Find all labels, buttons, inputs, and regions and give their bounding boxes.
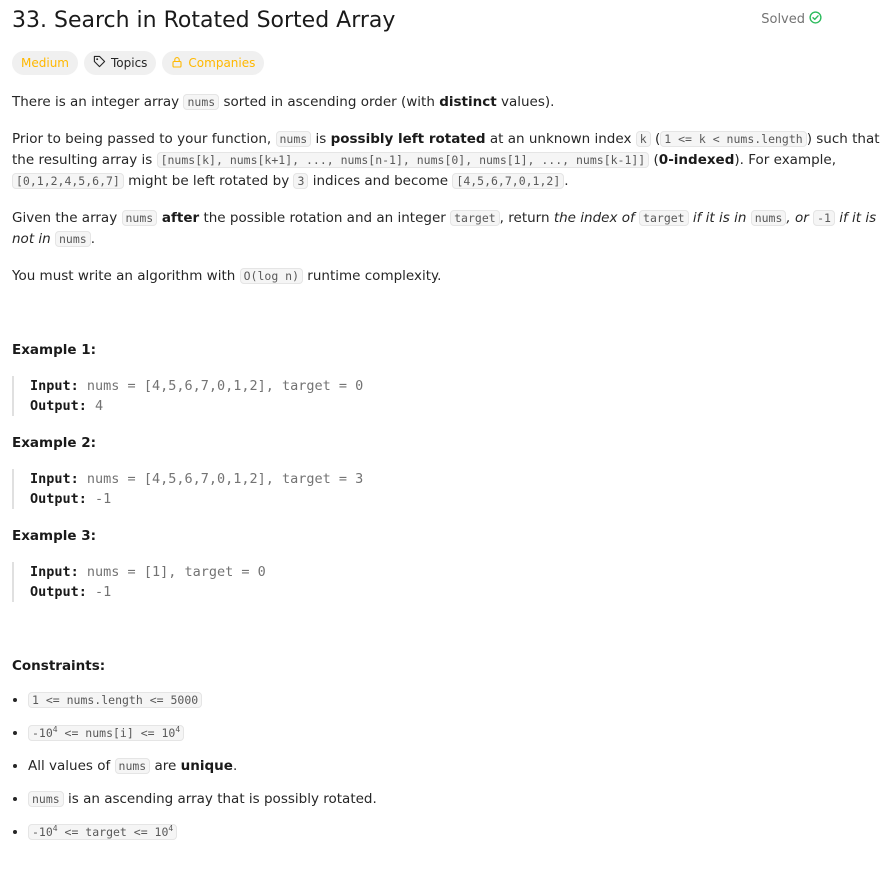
example-1-output-line [30,396,363,416]
output-label: Output: [30,584,87,600]
constraint-item [28,756,377,789]
bold-text: after [157,210,200,226]
example-1-block [12,376,363,416]
text: . [232,758,238,774]
inline-code [28,824,177,840]
lock-icon [171,56,183,71]
difficulty-badge [12,51,78,75]
constraints-heading: Constraints: [12,658,106,674]
inline-code: O(log n) [240,268,303,284]
input-label: Input: [30,564,79,580]
italic-text: if it is in [688,210,751,226]
inline-code [28,725,184,741]
italic-text: , or [786,210,814,226]
example-1-heading: Example 1: [12,342,97,358]
inline-code: target [450,210,500,226]
text: All values of [28,758,115,774]
topics-button[interactable] [84,51,156,75]
inline-code: nums [751,210,787,226]
description-paragraph-2-line-2 [12,150,836,171]
text: ). For example, [734,152,837,168]
tag-row [12,51,264,75]
example-3-block [12,562,266,602]
companies-label: Companies [188,56,256,70]
text: might be left rotated by [123,173,294,189]
text: <= nums[i] <= 10 [57,726,176,740]
example-2-block [12,469,363,509]
italic-text: the index of [553,210,640,226]
text: <= target <= 10 [57,825,169,839]
companies-button[interactable] [162,51,264,75]
check-circle-icon [809,11,822,28]
exponent: 4 [175,725,181,735]
inline-code: k [636,131,651,147]
input-label: Input: [30,378,79,394]
inline-code: 1 <= nums.length <= 5000 [28,692,202,708]
text: ( [650,131,661,147]
inline-code: nums [122,210,158,226]
text: Prior to being passed to your function, [12,131,276,147]
text: runtime complexity. [303,268,442,284]
constraint-item [28,723,377,756]
inline-code: nums [28,791,64,807]
output-label: Output: [30,491,87,507]
constraint-item [28,789,377,822]
solved-status [761,11,822,28]
bold-text: 0-indexed [658,152,735,168]
inline-code: nums [55,231,91,247]
description-paragraph-3-line-2 [12,229,95,250]
input-value: nums = [4,5,6,7,0,1,2], target = 3 [86,471,364,487]
text: There is an integer array [12,94,184,110]
text: at an unknown index [485,131,636,147]
tag-icon [93,55,106,71]
description-paragraph-2-line-3 [12,171,569,192]
text: . [564,173,569,189]
text: the resulting array is [12,152,157,168]
output-label: Output: [30,398,87,414]
constraint-item [28,822,377,855]
description-paragraph-3-line-1 [12,208,876,229]
text: is an ascending array that is possibly rotated. [63,791,377,807]
inline-code: target [639,210,689,226]
text: , return [499,210,554,226]
inline-code: [0,1,2,4,5,6,7] [12,173,124,189]
bold-text: unique [180,758,233,774]
exponent: 4 [52,725,58,735]
input-value: nums = [4,5,6,7,0,1,2], target = 0 [86,378,364,394]
example-2-output-line [30,489,363,509]
example-1-input-line [30,376,363,396]
italic-text: not in [12,231,55,247]
constraints-list [12,690,377,855]
text: Given the array [12,210,122,226]
output-value: -1 [95,584,112,600]
text: ) such that [806,131,880,147]
bold-text: distinct [439,94,497,110]
description-paragraph-4 [12,266,441,287]
text: -10 [32,825,53,839]
inline-code: [nums[k], nums[k+1], ..., nums[n-1], nums[0], nums[1], ..., nums[k-1]] [157,152,650,168]
exponent: 4 [52,824,58,834]
inline-code: nums [115,758,151,774]
description-paragraph-1 [12,92,554,113]
bold-text: possibly left rotated [330,131,486,147]
description-paragraph-2-line-1 [12,129,880,150]
text: indices and become [308,173,453,189]
output-value: 4 [95,398,104,414]
inline-code: nums [183,94,219,110]
text: -10 [32,726,53,740]
text: . [90,231,95,247]
topics-label: Topics [110,56,148,70]
inline-code: 3 [293,173,308,189]
text: values). [496,94,555,110]
exponent: 4 [168,824,174,834]
text: are [150,758,181,774]
text: You must write an algorithm with [12,268,240,284]
example-3-heading: Example 3: [12,528,97,544]
inline-code: -1 [813,210,835,226]
text: the possible rotation and an integer [199,210,451,226]
constraint-item [28,690,377,723]
example-3-output-line [30,582,266,602]
output-value: -1 [95,491,112,507]
page-title[interactable]: 33. Search in Rotated Sorted Array [12,8,396,33]
solved-label: Solved [761,12,805,27]
text: sorted in ascending order (with [219,94,440,110]
example-2-input-line [30,469,363,489]
title-row [12,6,822,36]
difficulty-label: Medium [21,56,69,70]
italic-text: if it is [834,210,877,226]
text: ( [649,152,659,168]
input-label: Input: [30,471,79,487]
inline-code: nums [276,131,312,147]
text: is [311,131,331,147]
inline-code: [4,5,6,7,0,1,2] [452,173,564,189]
example-2-heading: Example 2: [12,435,97,451]
inline-code: 1 <= k < nums.length [660,131,806,147]
input-value: nums = [1], target = 0 [86,564,266,580]
example-3-input-line [30,562,266,582]
